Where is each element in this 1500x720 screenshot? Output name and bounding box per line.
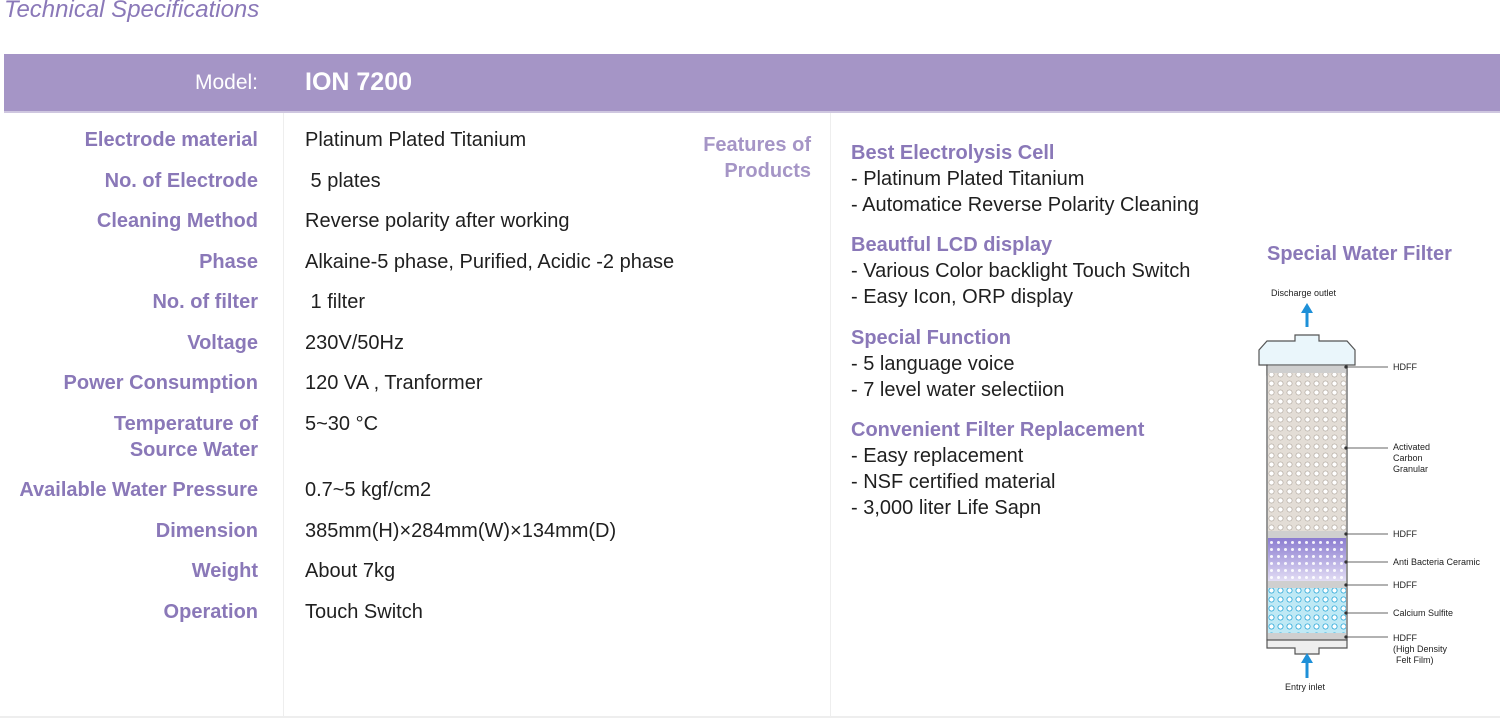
feature-group-title: Best Electrolysis Cell [851,142,1055,164]
hdff-label: HDFF [1393,529,1417,539]
spec-value: 230V/50Hz [305,332,404,354]
carbon-layer [1268,373,1346,531]
feature-item: - Easy replacement [851,445,1024,467]
feature-group-title: Special Function [851,327,1012,349]
carbon-label: Activated [1393,442,1431,452]
filter-title: Special Water Filter [1267,243,1452,265]
spec-value: Platinum Plated Titanium [305,129,527,151]
spec-label: Phase [199,251,258,273]
hdff-label: HDFF [1393,580,1417,590]
feature-item: - Platinum Plated Titanium [851,168,1085,190]
discharge-arrow-icon [1301,303,1313,327]
hdff-layer [1268,531,1346,538]
spec-label: Electrode material [84,129,258,151]
model-value: ION 7200 [305,68,413,96]
spec-value: 1 filter [305,291,366,313]
feature-item: - NSF certified material [851,471,1056,493]
feature-group-title: Convenient Filter Replacement [851,419,1145,441]
spec-label: Source Water [129,439,258,461]
spec-value: 5 plates [305,170,381,192]
spec-label: Operation [163,601,258,623]
calcium-layer [1268,588,1346,633]
feature-item: - 7 level water selectiion [851,379,1065,401]
spec-value: About 7kg [305,560,396,582]
feature-item: - Various Color backlight Touch Switch [851,260,1191,282]
spec-label: No. of Electrode [104,170,258,192]
hdff-full-label: Felt Film) [1396,655,1434,665]
spec-value: 0.7~5 kgf/cm2 [305,479,432,501]
hdff-label: HDFF [1393,633,1417,643]
spec-label: Weight [191,560,258,582]
spec-label: Dimension [155,520,258,542]
spec-label: Power Consumption [63,372,258,394]
feature-item: - Automatice Reverse Polarity Cleaning [851,194,1199,216]
carbon-label: Carbon [1393,453,1423,463]
spec-label: Voltage [187,332,258,354]
entry-arrow-icon [1301,653,1313,678]
discharge-label: Discharge outlet [1271,288,1337,298]
hdff-label: HDFF [1393,362,1417,372]
features-heading [611,132,811,184]
feature-item: - 3,000 liter Life Sapn [851,497,1042,519]
spec-label: Cleaning Method [96,210,258,232]
features-heading-line: Products [724,160,811,182]
spec-value: 385mm(H)×284mm(W)×134mm(D) [305,520,617,542]
spec-value: 120 VA , Tranformer [305,372,483,394]
leader-lines [1345,366,1388,639]
calcium-label: Calcium Sulfite [1393,608,1454,618]
feature-group-title: Beautful LCD display [851,234,1053,256]
carbon-label: Granular [1393,464,1429,474]
filter-bottom-cap [1267,640,1347,654]
ceramic-label: Anti Bacteria Ceramic [1393,557,1481,567]
features-heading-line: Features of [703,134,811,156]
column-divider [283,113,284,718]
spec-value: 5~30 °C [305,413,379,435]
spec-label: No. of filter [152,291,258,313]
filter-diagram [1240,280,1495,700]
hdff-layer [1268,633,1346,640]
spec-value: Touch Switch [305,601,423,623]
ceramic-dots [1268,538,1346,581]
hdff-layer [1268,366,1346,373]
page-title: Technical Specifications [4,0,260,23]
feature-item: - Easy Icon, ORP display [851,286,1073,308]
entry-label: Entry inlet [1285,682,1326,692]
spec-value: Reverse polarity after working [305,210,570,232]
model-bar [4,54,1500,113]
hdff-layer [1268,581,1346,588]
feature-item: - 5 language voice [851,353,1015,375]
spec-label: Temperature of [113,413,258,435]
spec-value: Alkaine-5 phase, Purified, Acidic -2 phase [305,251,675,273]
model-label: Model: [194,71,258,94]
column-divider [830,113,831,718]
bottom-divider [0,716,1500,718]
hdff-full-label: (High Density [1393,644,1448,654]
spec-label: Available Water Pressure [19,479,258,501]
